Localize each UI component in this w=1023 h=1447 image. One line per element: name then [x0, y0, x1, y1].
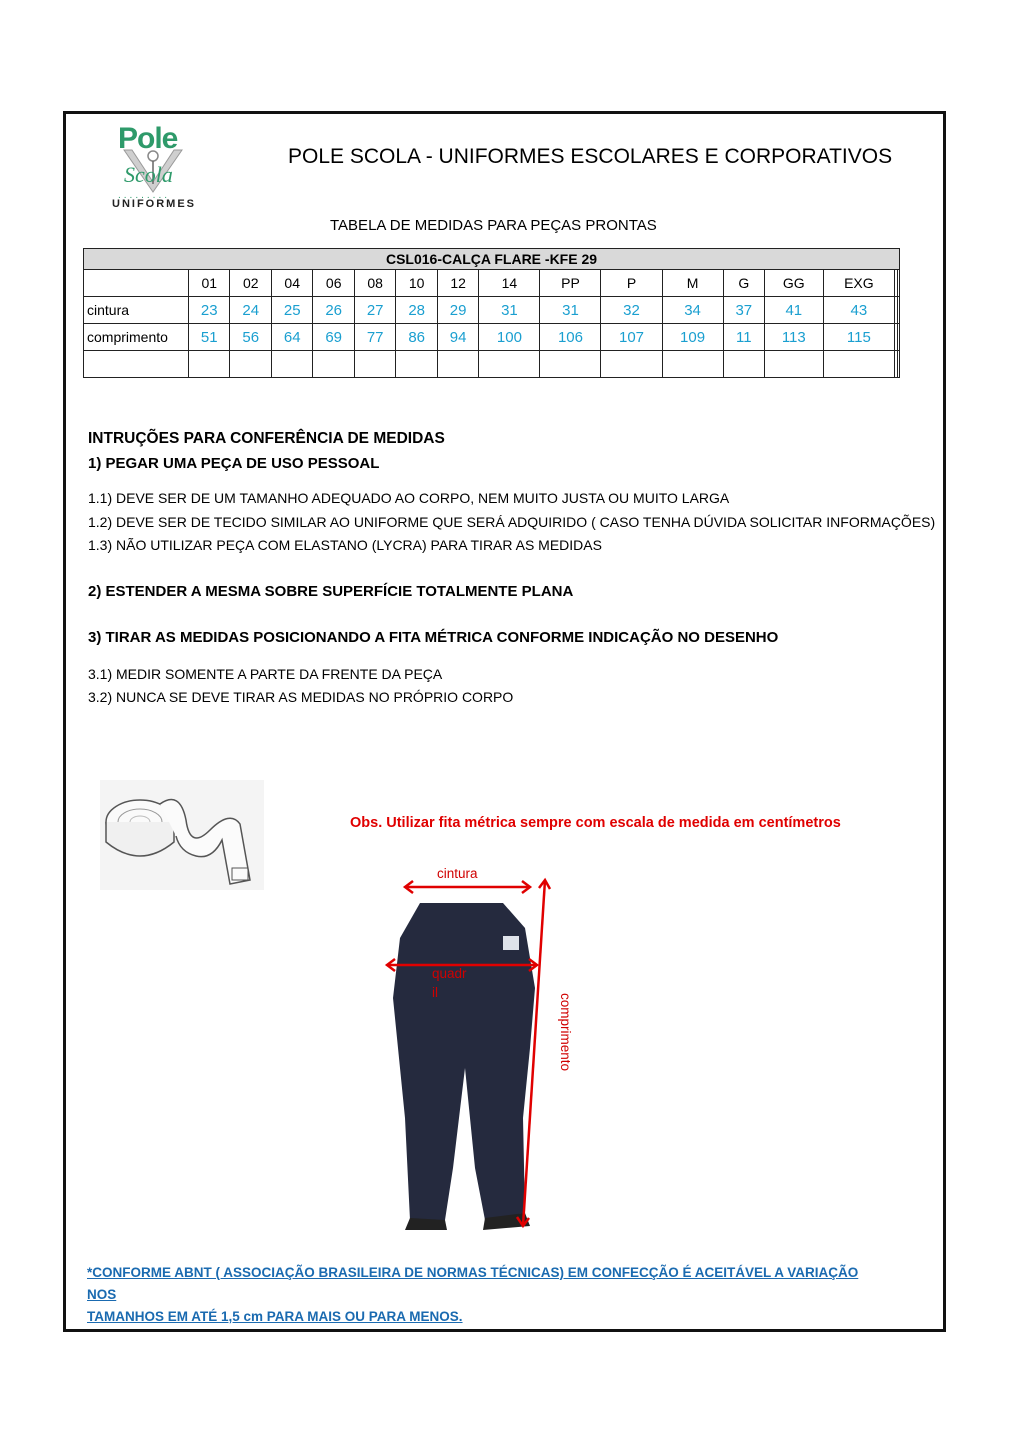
size-header-cell: 14	[479, 270, 540, 297]
hip-label-part2: il	[432, 985, 438, 1000]
measurement-cell	[540, 351, 601, 378]
size-header-cell: 02	[230, 270, 271, 297]
abnt-disclaimer[interactable]	[87, 1262, 887, 1328]
size-header-cell: 08	[354, 270, 395, 297]
logo-brand: Pole	[118, 122, 178, 155]
size-header-cell: 10	[396, 270, 437, 297]
step-2: 2) ESTENDER A MESMA SOBRE SUPERFÍCIE TOTALMENTE PLANA	[88, 583, 574, 600]
measurement-cell	[437, 351, 478, 378]
measurement-cell: 113	[765, 324, 823, 351]
measurement-cell: 27	[354, 297, 395, 324]
measurement-cell: 106	[540, 324, 601, 351]
pants-illustration	[375, 868, 575, 1233]
measurement-cell: 94	[437, 324, 478, 351]
measurement-cell: 109	[662, 324, 723, 351]
table-row	[84, 324, 900, 351]
measurement-cell	[396, 351, 437, 378]
size-header-cell: G	[723, 270, 764, 297]
page-title: POLE SCOLA - UNIFORMES ESCOLARES E CORPORATIVOS	[288, 145, 893, 168]
measurement-cell	[271, 351, 312, 378]
size-header-cell: P	[601, 270, 662, 297]
abnt-line-2[interactable]: TAMANHOS EM ATÉ 1,5 cm PARA MAIS OU PARA MENOS.	[87, 1309, 463, 1324]
step-3-1: 3.1) MEDIR SOMENTE A PARTE DA FRENTE DA PEÇA	[88, 666, 443, 682]
measurement-cell: 28	[396, 297, 437, 324]
measurement-cell	[230, 351, 271, 378]
measurement-cell	[823, 351, 895, 378]
garment-label	[503, 936, 519, 950]
size-table	[83, 248, 900, 378]
measurement-cell: 24	[230, 297, 271, 324]
measuring-tape-image	[100, 780, 264, 890]
measurement-cell: 11	[723, 324, 764, 351]
measurement-cell: 37	[723, 297, 764, 324]
measuring-tape-icon	[100, 780, 264, 890]
measurement-cell	[765, 351, 823, 378]
logo-script: Scola	[124, 162, 173, 187]
measurement-cell	[897, 297, 899, 324]
measurement-cell: 77	[354, 324, 395, 351]
waist-arrow	[405, 881, 530, 893]
step-1-1: 1.1) DEVE SER DE UM TAMANHO ADEQUADO AO CORPO, NEM MUITO JUSTA OU MUITO LARGA	[88, 490, 730, 506]
measurement-cell: 32	[601, 297, 662, 324]
logo-dots: .........	[118, 190, 171, 201]
size-header-cell: PP	[540, 270, 601, 297]
measurement-cell: 64	[271, 324, 312, 351]
table-row	[84, 297, 900, 324]
measurement-cell: 23	[189, 297, 230, 324]
table-subtitle: TABELA DE MEDIDAS PARA PEÇAS PRONTAS	[330, 217, 657, 234]
measurement-cell: 31	[540, 297, 601, 324]
measurement-cell: 100	[479, 324, 540, 351]
measurement-cell: 29	[437, 297, 478, 324]
pants-diagram	[375, 868, 575, 1233]
logo-sub: UNIFORMES	[112, 198, 196, 210]
step-1: 1) PEGAR UMA PEÇA DE USO PESSOAL	[88, 455, 380, 472]
step-1-3: 1.3) NÃO UTILIZAR PEÇA COM ELASTANO (LYCRA) PARA TIRAR AS MEDIDAS	[88, 537, 602, 553]
size-header-cell: GG	[765, 270, 823, 297]
measurement-cell: 69	[313, 324, 354, 351]
measurement-cell: 31	[479, 297, 540, 324]
waist-label: cintura	[437, 866, 478, 881]
measurement-cell: 51	[189, 324, 230, 351]
corner-cell	[84, 270, 189, 297]
size-header-cell: 12	[437, 270, 478, 297]
table-row	[84, 351, 900, 378]
measurement-cell: 25	[271, 297, 312, 324]
step-3: 3) TIRAR AS MEDIDAS POSICIONANDO A FITA MÉTRICA CONFORME INDICAÇÃO NO DESENHO	[88, 629, 779, 646]
measurement-cell	[897, 324, 899, 351]
measurement-cell: 43	[823, 297, 895, 324]
length-label: comprimento	[558, 993, 573, 1072]
measurement-cell: 26	[313, 297, 354, 324]
row-label: cintura	[84, 297, 189, 324]
size-header-cell: 01	[189, 270, 230, 297]
step-1-2: 1.2) DEVE SER DE TECIDO SIMILAR AO UNIFORME QUE SERÁ ADQUIRIDO ( CASO TENHA DÚVIDA SOLICITAR INFORMAÇÕES)	[88, 514, 936, 530]
measurement-cell	[601, 351, 662, 378]
size-header-cell: 06	[313, 270, 354, 297]
step-3-2: 3.2) NUNCA SE DEVE TIRAR AS MEDIDAS NO PRÓPRIO CORPO	[88, 689, 514, 705]
pole-scola-logo	[104, 122, 204, 214]
abnt-line-1[interactable]: *CONFORME ABNT ( ASSOCIAÇÃO BRASILEIRA DE NORMAS TÉCNICAS) EM CONFECÇÃO É ACEITÁVEL A VARIAÇÃO NOS	[87, 1265, 859, 1302]
size-header-row	[84, 270, 900, 297]
centimeter-note: Obs. Utilizar fita métrica sempre com escala de medida em centímetros	[350, 815, 841, 831]
instructions-heading: INTRUÇÕES PARA CONFERÊNCIA DE MEDIDAS	[88, 430, 445, 447]
row-label	[84, 351, 189, 378]
measurement-cell	[662, 351, 723, 378]
size-header-cell	[897, 270, 899, 297]
measurement-cell	[897, 351, 899, 378]
measurement-cell: 34	[662, 297, 723, 324]
product-name: CSL016-CALÇA FLARE -KFE 29	[84, 249, 900, 270]
measurement-cell: 86	[396, 324, 437, 351]
size-header-cell: EXG	[823, 270, 895, 297]
measurement-cell	[479, 351, 540, 378]
measurement-cell	[189, 351, 230, 378]
size-header-cell: 04	[271, 270, 312, 297]
measurement-cell: 56	[230, 324, 271, 351]
measurement-cell	[354, 351, 395, 378]
measurement-cell: 115	[823, 324, 895, 351]
row-label: comprimento	[84, 324, 189, 351]
size-header-cell: M	[662, 270, 723, 297]
measurement-cell	[723, 351, 764, 378]
hip-label-part1: quadr	[432, 966, 467, 981]
measurement-cell: 107	[601, 324, 662, 351]
measurement-cell	[313, 351, 354, 378]
measurement-cell: 41	[765, 297, 823, 324]
